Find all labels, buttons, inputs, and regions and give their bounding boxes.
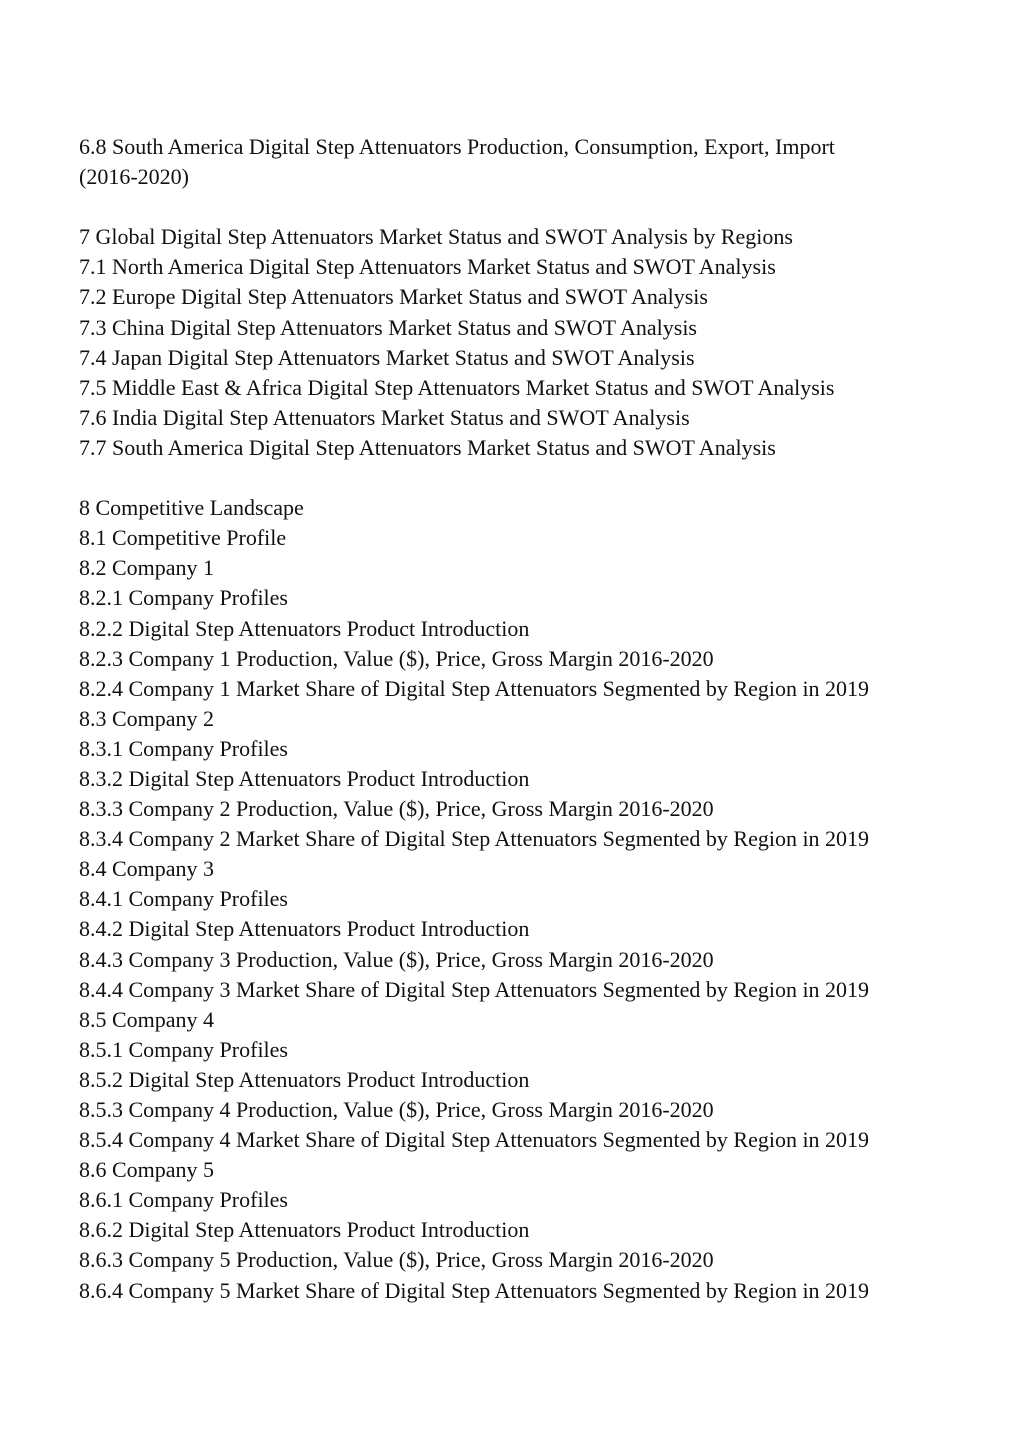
toc-entry: 7.4 Japan Digital Step Attenuators Market Status and SWOT Analysis [79,344,695,370]
toc-entry: 8.5.4 Company 4 Market Share of Digital Step Attenuators Segmented by Region in 2019 [79,1127,870,1153]
toc-entry: 8.5.1 Company Profiles [79,1036,288,1062]
toc-entry: 8.3.3 Company 2 Production, Value ($), Price, Gross Margin 2016-2020 [79,796,714,822]
toc-entry: 8.4.1 Company Profiles [79,886,288,912]
toc-heading: 8 Competitive Landscape [79,495,304,521]
table-of-contents [79,132,979,1306]
toc-entry: 8.4 Company 3 [79,856,215,882]
toc-entry: 8.5.2 Digital Step Attenuators Product Introduction [79,1066,530,1092]
toc-entry: 8.6 Company 5 [79,1157,215,1183]
toc-entry: 8.6.3 Company 5 Production, Value ($), Price, Gross Margin 2016-2020 [79,1247,714,1273]
section-spacer [79,192,979,222]
toc-entry: 8.2 Company 1 [79,555,215,581]
toc-entry: 8.4.2 Digital Step Attenuators Product Introduction [79,916,530,942]
toc-entry: 7.6 India Digital Step Attenuators Market Status and SWOT Analysis [79,404,690,430]
toc-entry: 8.6.1 Company Profiles [79,1187,288,1213]
toc-entry: 8.2.3 Company 1 Production, Value ($), Price, Gross Margin 2016-2020 [79,645,714,671]
toc-entry: 8.4.3 Company 3 Production, Value ($), Price, Gross Margin 2016-2020 [79,946,714,972]
toc-entry: 7.3 China Digital Step Attenuators Market Status and SWOT Analysis [79,314,697,340]
toc-entry: 8.2.2 Digital Step Attenuators Product Introduction [79,615,530,641]
toc-block-7 [79,222,979,463]
toc-entry: 8.2.4 Company 1 Market Share of Digital Step Attenuators Segmented by Region in 2019 [79,675,870,701]
toc-entry: 7.5 Middle East & Africa Digital Step Attenuators Market Status and SWOT Analysis [79,374,835,400]
toc-entry: 6.8 South America Digital Step Attenuators Production, Consumption, Export, Import [79,134,835,159]
toc-entry-continuation: (2016-2020) [79,164,189,190]
toc-entry: 7.7 South America Digital Step Attenuators Market Status and SWOT Analysis [79,434,776,460]
toc-entry: 8.3.1 Company Profiles [79,735,288,761]
toc-entry: 8.6.4 Company 5 Market Share of Digital Step Attenuators Segmented by Region in 2019 [79,1277,870,1303]
section-spacer [79,463,979,493]
toc-entry: 8.6.2 Digital Step Attenuators Product Introduction [79,1217,530,1243]
toc-entry: 8.3.2 Digital Step Attenuators Product Introduction [79,765,530,791]
toc-block-8 [79,493,979,1306]
toc-entry: 8.3.4 Company 2 Market Share of Digital Step Attenuators Segmented by Region in 2019 [79,826,870,852]
toc-entry: 8.1 Competitive Profile [79,525,287,551]
toc-entry: 8.5.3 Company 4 Production, Value ($), Price, Gross Margin 2016-2020 [79,1097,714,1122]
toc-heading: 7 Global Digital Step Attenuators Market Status and SWOT Analysis by Regions [79,224,793,250]
toc-entry: 7.2 Europe Digital Step Attenuators Market Status and SWOT Analysis [79,284,708,310]
toc-entry: 8.2.1 Company Profiles [79,585,288,611]
toc-entry: 8.4.4 Company 3 Market Share of Digital Step Attenuators Segmented by Region in 2019 [79,976,870,1002]
toc-entry: 8.3 Company 2 [79,705,215,731]
toc-entry: 7.1 North America Digital Step Attenuators Market Status and SWOT Analysis [79,254,776,280]
toc-entry: 8.5 Company 4 [79,1006,215,1032]
toc-block-6-8 [79,132,979,192]
